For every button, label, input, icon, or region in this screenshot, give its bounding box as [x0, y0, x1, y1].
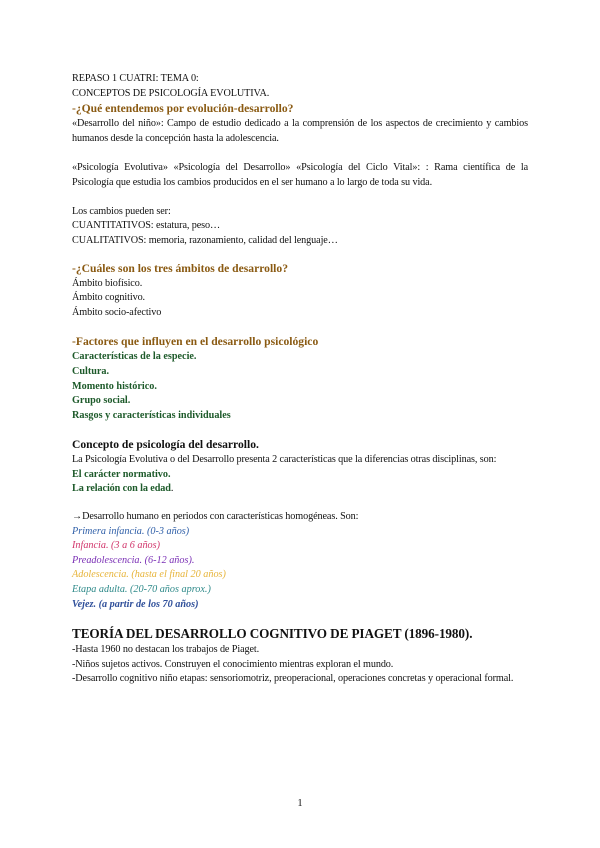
header-line-1: REPASO 1 CUATRI: TEMA 0: [72, 73, 199, 84]
spacer [72, 612, 528, 625]
spacer [72, 190, 528, 205]
period-item: Vejez. (a partir de los 70 años) [72, 598, 199, 610]
piaget-line-3: -Desarrollo cognitivo niño etapas: sensoriomotriz, preoperacional, operaciones concretas y operacional formal. [72, 673, 514, 685]
characteristic-age: La relación con la edad [72, 483, 171, 495]
period-item: Infancia. (3 a 6 años) [72, 540, 160, 552]
spacer [72, 249, 528, 261]
section-1-paragraph-1: «Desarrollo del niño»: Campo de estudio dedicado a la comprensión de los aspectos de crecimiento y cambios humanos desde la concepción hasta la adolescencia. [72, 118, 528, 144]
header-line-2: CONCEPTOS DE PSICOLOGÍA EVOLUTIVA. [72, 87, 270, 99]
spacer [72, 146, 528, 161]
factor-item: Cultura. [72, 365, 110, 377]
period-item: Preadolescencia. (6-12 años). [72, 554, 195, 566]
characteristic-normative: El carácter normativo. [72, 468, 171, 480]
spacer [72, 497, 528, 510]
factor-item: Momento histórico. [72, 380, 157, 392]
factor-item: Rasgos y características individuales [72, 409, 231, 421]
piaget-line-2: -Niños sujetos activos. Construyen el conocimiento mientras exploran el mundo. [72, 658, 394, 670]
spacer [72, 320, 528, 334]
factor-item: Características de la especie. [72, 351, 197, 363]
page-number: 1 [297, 798, 303, 809]
characteristic-age-suffix: . [170, 483, 174, 495]
periods-intro: →Desarrollo humano en periodos con características homogéneas. Son: [72, 511, 359, 523]
page-content [72, 72, 528, 687]
period-item: Etapa adulta. (20-70 años aprox.) [72, 584, 211, 596]
changes-intro: Los cambios pueden ser: [72, 205, 171, 217]
spacer [72, 423, 528, 437]
factor-item: Grupo social. [72, 395, 131, 407]
period-item: Adolescencia. (hasta el final 20 años) [72, 569, 226, 581]
section-1-heading: -¿Qué entendemos por evolución-desarrollo? [72, 102, 294, 116]
piaget-line-1: -Hasta 1960 no destacan los trabajos de Piaget. [72, 644, 260, 656]
section-4-paragraph: La Psicología Evolutiva o del Desarrollo presenta 2 características que la diferencias otras disciplinas, son: [72, 454, 497, 466]
section-2-heading: -¿Cuáles son los tres ámbitos de desarrollo? [72, 261, 288, 275]
characteristic-age-line [72, 482, 528, 497]
section-3-heading: -Factores que influyen en el desarrollo psicológico [72, 335, 319, 349]
changes-quantitative: CUANTITATIVOS: estatura, peso… [72, 220, 221, 232]
domain-item: Ámbito socio-afectivo [72, 306, 162, 318]
changes-qualitative: CUALITATIVOS: memoria, razonamiento, calidad del lenguaje… [72, 234, 338, 246]
section-5-heading: TEORÍA DEL DESARROLLO COGNITIVO DE PIAGET (1896-1980). [72, 626, 473, 642]
period-item: Primera infancia. (0-3 años) [72, 525, 190, 537]
section-4-heading: Concepto de psicología del desarrollo. [72, 438, 259, 452]
domain-item: Ámbito cognitivo. [72, 292, 146, 304]
section-1-paragraph-2: «Psicología Evolutiva» «Psicología del Desarrollo» «Psicología del Ciclo Vital»: : Rama científica de la Psicología que estudia los cambios producidos en el ser humano a lo largo de toda su vida. [72, 161, 528, 188]
domain-item: Ámbito biofísico. [72, 277, 143, 289]
